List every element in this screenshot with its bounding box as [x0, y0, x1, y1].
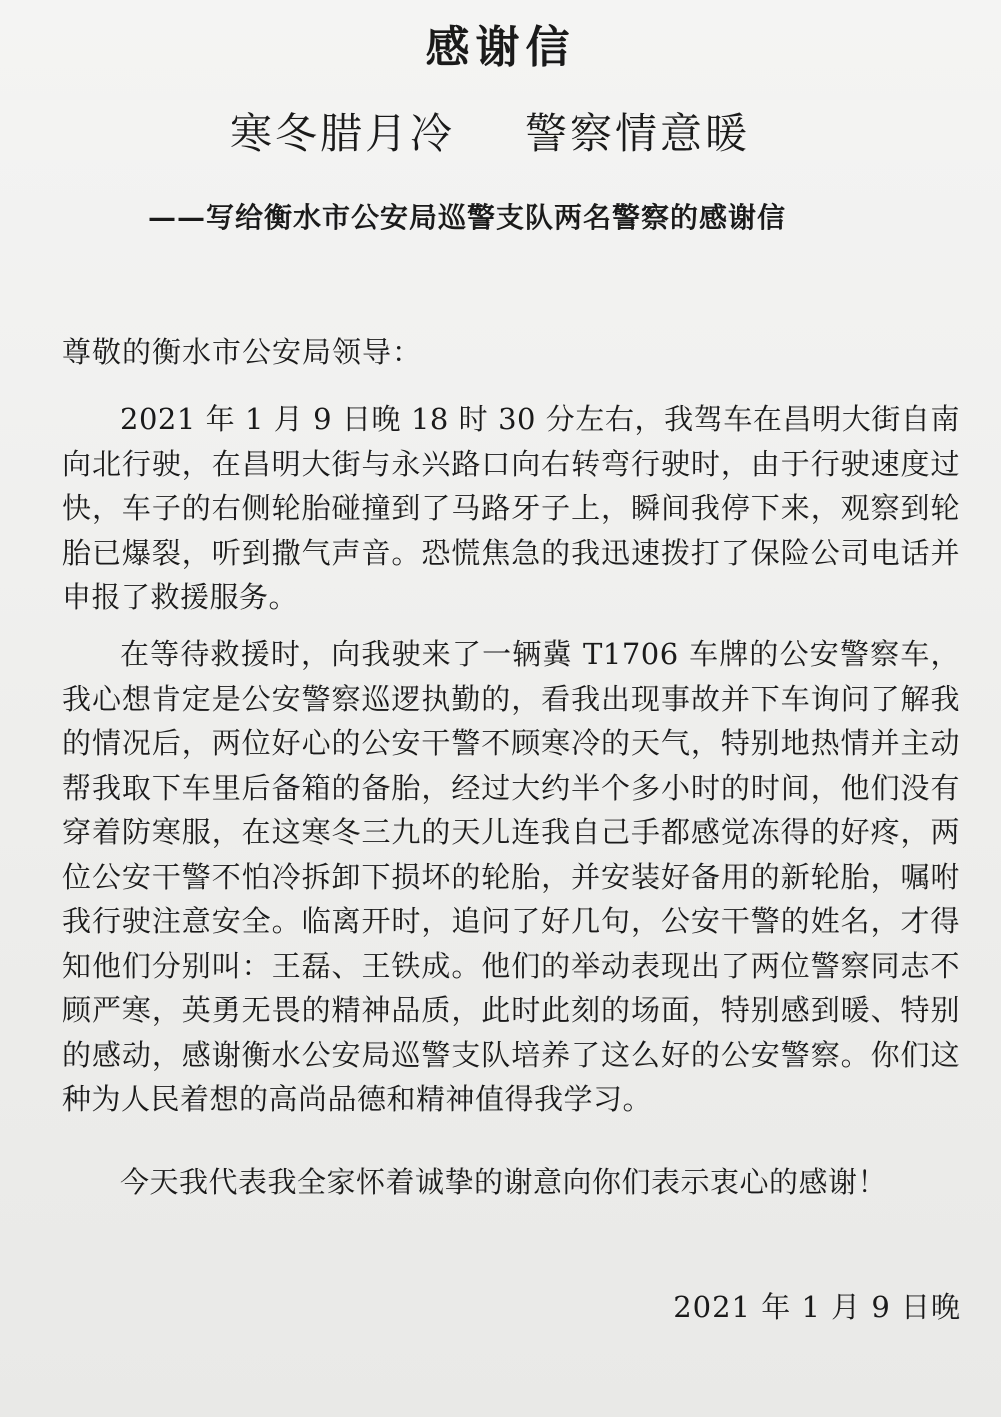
- body-paragraph-2: 在等待救援时，向我驶来了一辆冀 T1706 车牌的公安警察车，我心想肯定是公安警察巡逻执勤的，看我出现事故并下车询问了解我的情况后，两位好心的公安干警不顾寒冷的天气，特别地热情并主动帮我取下车里后备箱的备胎，经过大约半个多小时的时间，他们没有穿着防寒服，在这寒冬三九的天儿连我自己手都感觉冻得的好疼，两位公安干警不怕冷拆卸下损坏的轮胎，并安装好备用的新轮胎，嘱咐我行驶注意安全。临离开时，追问了好几句，公安干警的姓名，才得知他们分别叫：王磊、王铁成。他们的举动表现出了两位警察同志不顾严寒，英勇无畏的精神品质，此时此刻的场面，特别感到暖、特别的感动，感谢衡水公安局巡警支队培养了这么好的公安警察。你们这种为人民着想的高尚品德和精神值得我学习。: [62, 637, 960, 1116]
- headline-part-1: 寒冬腊月冷: [230, 109, 456, 158]
- letter-title: 感谢信: [425, 22, 576, 73]
- body-paragraph-3: 今天我代表我全家怀着诚挚的谢意向你们表示衷心的感谢！: [120, 1165, 888, 1199]
- letter-salutation: 尊敬的衡水市公安局领导：: [62, 335, 423, 369]
- letter-subtitle: ——写给衡水市公安局巡警支队两名警察的感谢信: [148, 201, 787, 234]
- letter-headline: [230, 104, 830, 164]
- letter-date: 2021 年 1 月 9 日晚: [673, 1290, 961, 1324]
- body-paragraph-1: 2021 年 1 月 9 日晚 18 时 30 分左右，我驾车在昌明大街自南向北行驶，在昌明大街与永兴路口向右转弯行驶时，由于行驶速度过快，车子的右侧轮胎碰撞到了马路牙子上，瞬间我停下来，观察到轮胎已爆裂，听到撒气声音。恐慌焦急的我迅速拨打了保险公司电话并申报了救援服务。: [62, 402, 960, 614]
- headline-part-2: 警察情意暖: [525, 109, 751, 158]
